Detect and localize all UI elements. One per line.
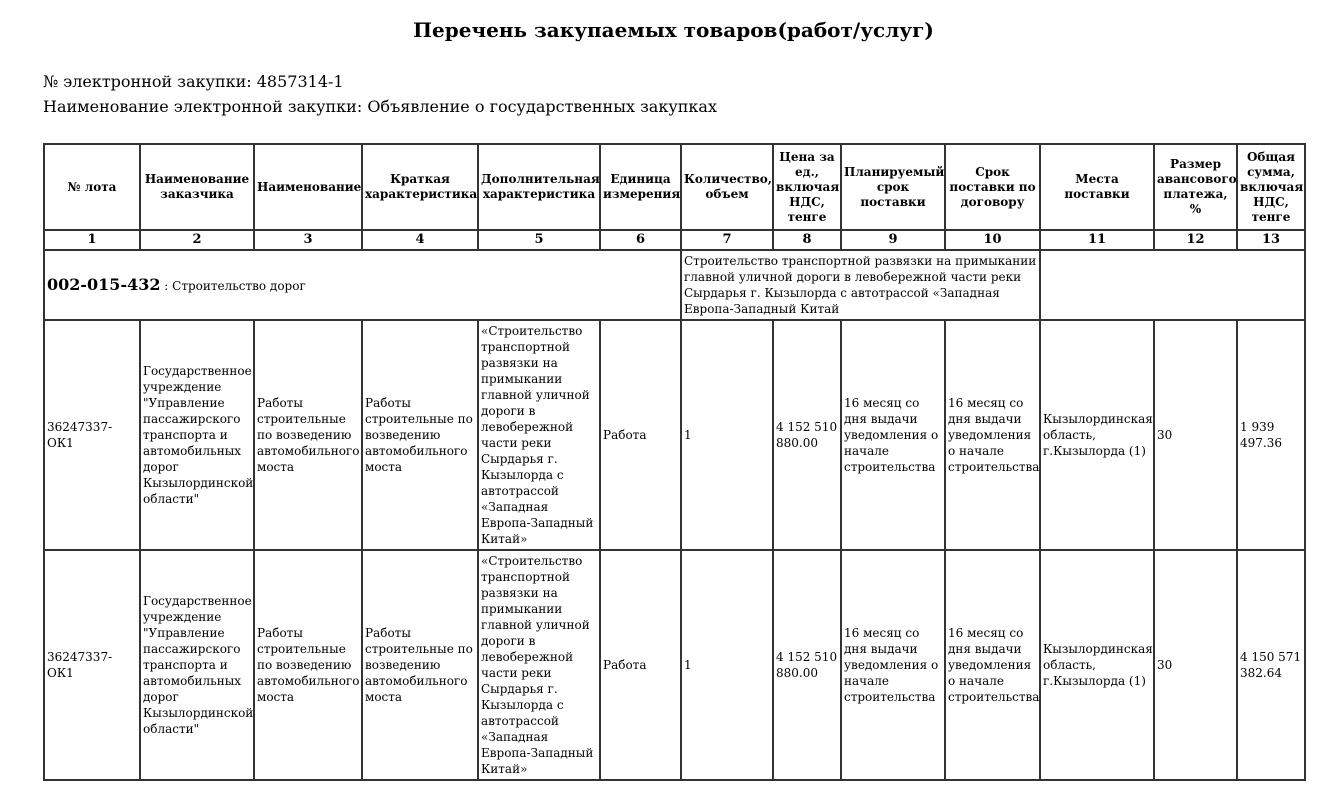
planned-term-cell: 16 месяц со дня выдачи уведомления о начале строительства [841,320,945,550]
procurement-number: № электронной закупки: 4857314-1 [43,72,344,91]
col-header: Места поставки [1040,144,1154,230]
header-row [44,144,1305,230]
column-number: 11 [1040,230,1154,250]
column-number: 5 [478,230,600,250]
place-cell: Кызылординская область, г.Кызылорда (1) [1040,550,1154,780]
col-header: Дополнительная характеристика [478,144,600,230]
price-cell: 4 152 510 880.00 [773,320,841,550]
customer-cell: Государственное учреждение "Управление пассажирского транспорта и автомобильных дорог Кызылординской области" [140,320,254,550]
lot-name: : Строительство дорог [160,278,306,293]
col-header: Срок поставки по договору [945,144,1040,230]
column-number: 3 [254,230,362,250]
planned-term-cell: 16 месяц со дня выдачи уведомления о начале строительства [841,550,945,780]
lot-empty-cell [1040,250,1305,320]
column-number: 6 [600,230,681,250]
column-number-row [44,230,1305,250]
column-number: 2 [140,230,254,250]
table-row [44,550,1305,780]
column-number: 10 [945,230,1040,250]
lot-description: Строительство транспортной развязки на примыкании главной уличной дороги в левобережной части реки Сырдарья г. Кызылорда с автотрассой «Западная Европа-Западный Китай [681,250,1040,320]
contract-term-cell: 16 месяц со дня выдачи уведомления о начале строительства [945,550,1040,780]
place-cell: Кызылординская область, г.Кызылорда (1) [1040,320,1154,550]
additional-char-cell: «Строительство транспортной развязки на примыкании главной уличной дороги в левобережной части реки Сырдарья г. Кызылорда с автотрассой «Западная Европа-Западный Китай» [478,550,600,780]
column-number: 1 [44,230,140,250]
table-row [44,320,1305,550]
col-header: Единица измерения [600,144,681,230]
page-title: Перечень закупаемых товаров(работ/услуг) [413,18,934,42]
quantity-cell: 1 [681,550,773,780]
short-char-cell: Работы строительные по возведению автомобильного моста [362,550,478,780]
advance-cell: 30 [1154,320,1237,550]
col-header: Цена за ед., включая НДС, тенге [773,144,841,230]
column-number: 8 [773,230,841,250]
lot-number: 002-015-432 [47,274,161,294]
contract-term-cell: 16 месяц со дня выдачи уведомления о начале строительства [945,320,1040,550]
col-header: Наименование заказчика [140,144,254,230]
quantity-cell: 1 [681,320,773,550]
customer-cell: Государственное учреждение "Управление пассажирского транспорта и автомобильных дорог Кызылординской области" [140,550,254,780]
column-number: 4 [362,230,478,250]
lot-no-cell: 36247337-ОК1 [44,320,140,550]
unit-cell: Работа [600,320,681,550]
col-header: Общая сумма, включая НДС, тенге [1237,144,1305,230]
column-number: 9 [841,230,945,250]
lot-row [44,250,1305,320]
procurement-table [43,143,1306,781]
column-number: 12 [1154,230,1237,250]
advance-cell: 30 [1154,550,1237,780]
total-cell: 4 150 571 382.64 [1237,550,1305,780]
additional-char-cell: «Строительство транспортной развязки на примыкании главной уличной дороги в левобережной части реки Сырдарья г. Кызылорда с автотрассой «Западная Европа-Западный Китай» [478,320,600,550]
col-header: № лота [44,144,140,230]
name-cell: Работы строительные по возведению автомобильного моста [254,550,362,780]
column-number: 13 [1237,230,1305,250]
total-cell: 1 939 497.36 [1237,320,1305,550]
col-header: Краткая характеристика [362,144,478,230]
unit-cell: Работа [600,550,681,780]
col-header: Количество, объем [681,144,773,230]
col-header: Размер авансового платежа, % [1154,144,1237,230]
column-number: 7 [681,230,773,250]
lot-title [44,250,681,320]
procurement-name: Наименование электронной закупки: Объявление о государственных закупках [43,97,717,116]
lot-no-cell: 36247337-ОК1 [44,550,140,780]
name-cell: Работы строительные по возведению автомобильного моста [254,320,362,550]
col-header: Наименование [254,144,362,230]
short-char-cell: Работы строительные по возведению автомобильного моста [362,320,478,550]
price-cell: 4 152 510 880.00 [773,550,841,780]
col-header: Планируемый срок поставки [841,144,945,230]
